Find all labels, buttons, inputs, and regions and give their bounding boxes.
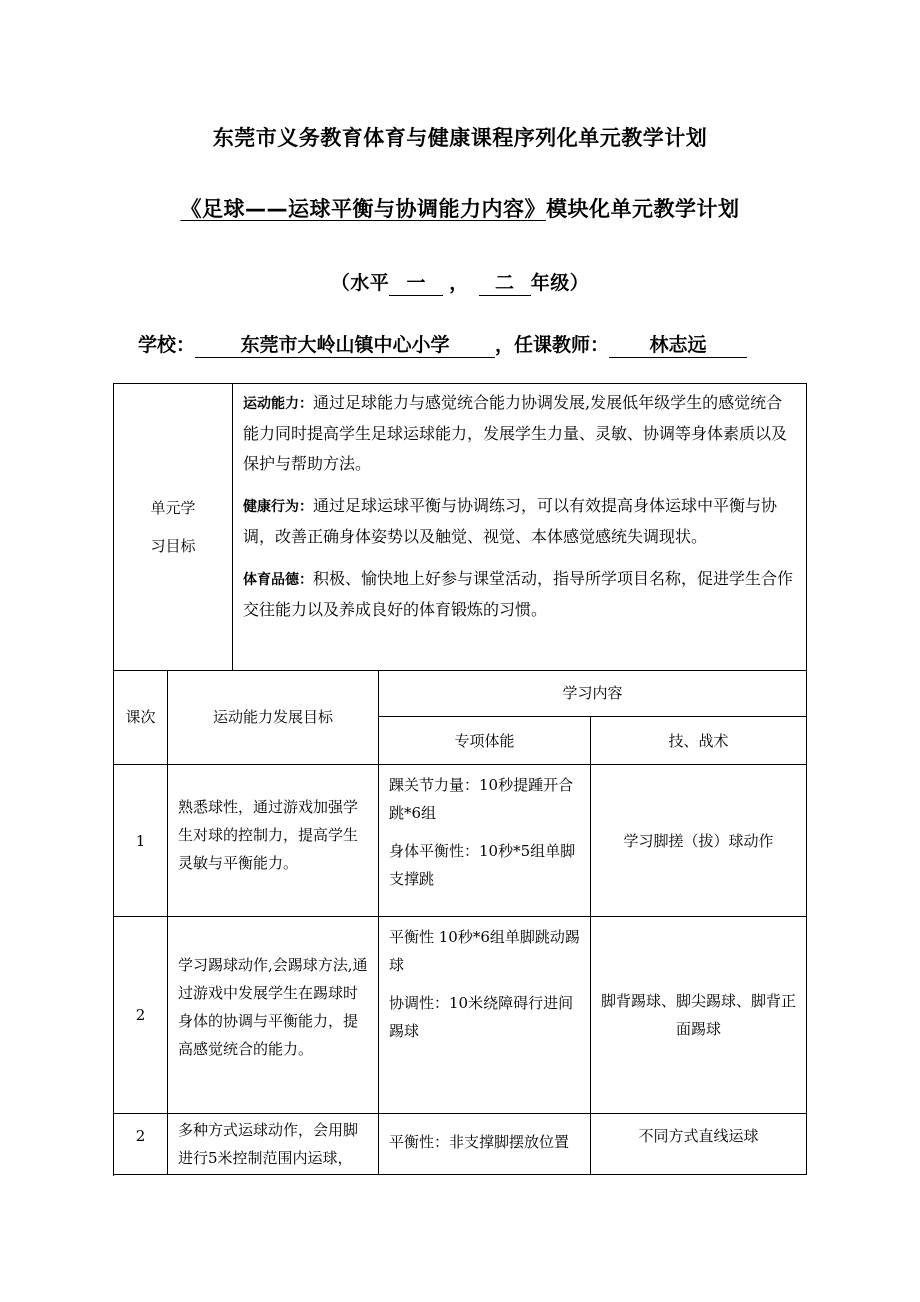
row3-goal: 多种方式运球动作，会用脚进行5米控制范围内运球， [168, 1114, 379, 1175]
level-grade-line [0, 268, 920, 296]
objectives-label-line1: 单元学 [150, 499, 196, 517]
row1-fitness-item2: 身体平衡性：10秒*5组单脚支撑跳 [389, 842, 576, 888]
row3-fitness-item1: 平衡性：非支撑脚摆放位置 [389, 1133, 570, 1151]
objective-motor [243, 388, 798, 479]
row2-fitness-item1: 平衡性 10秒*6组单脚跳动踢球 [389, 928, 580, 974]
objectives-table [113, 383, 807, 671]
row2-fitness [379, 917, 591, 1114]
module-title [0, 193, 920, 223]
level-label: （水平 [330, 272, 390, 294]
school-label: 学校： [138, 334, 196, 356]
objective-motor-label: 运动能力： [243, 396, 313, 412]
level-separator: ， [449, 272, 469, 294]
header-content: 学习内容 [379, 670, 807, 717]
module-name: 《足球——运球平衡与协调能力内容》 [180, 197, 546, 221]
row2-skill: 脚背踢球、脚尖踢球、脚背正面踢球 [591, 917, 807, 1114]
objectives-content-cell [233, 384, 807, 671]
teacher-value: 林志远 [609, 335, 747, 358]
lesson-table [113, 670, 807, 1176]
school-value: 东莞市大岭山镇中心小学 [195, 335, 495, 358]
objective-motor-text: 通过足球能力与感觉统合能力协调发展,发展低年级学生的感觉统合能力同时提高学生足球运球能力，发展学生力量、灵敏、协调等身体素质以及保护与帮助方法。 [243, 393, 788, 473]
objective-ethics [243, 564, 798, 625]
teacher-label: ，任课教师： [495, 334, 610, 356]
row3-fitness [379, 1114, 591, 1175]
row1-fitness-item1: 踝关节力量：10秒提踵开合跳*6组 [389, 776, 574, 822]
row3-lesson: 2 [114, 1114, 168, 1175]
objectives-label-line2: 习目标 [150, 537, 196, 555]
objective-health-label: 健康行为： [243, 499, 313, 515]
module-suffix: 模块化单元教学计划 [546, 197, 740, 221]
row1-fitness [379, 765, 591, 917]
objectives-label-cell [114, 384, 233, 671]
row2-lesson: 2 [114, 917, 168, 1114]
level-value: 一 [389, 273, 443, 296]
row1-lesson: 1 [114, 765, 168, 917]
row2-fitness-item2: 协调性：10米绕障碍行进间踢球 [389, 994, 574, 1040]
header-lesson: 课次 [114, 670, 168, 765]
row2-goal: 学习踢球动作,会踢球方法,通过游戏中发展学生在踢球时身体的协调与平衡能力，提高感觉统合的能力。 [168, 917, 379, 1114]
objective-ethics-text: 积极、愉快地上好参与课堂活动，指导所学项目名称，促进学生合作交往能力以及养成良好的体育锻炼的习惯。 [243, 569, 794, 619]
objective-health-text: 通过足球运球平衡与协调练习，可以有效提高身体运球中平衡与协调，改善正确身体姿势以及触觉、视觉、本体感觉感统失调现状。 [243, 496, 778, 546]
header-skill: 技、战术 [591, 717, 807, 765]
objective-ethics-label: 体育品德： [243, 572, 313, 588]
objective-health [243, 491, 798, 552]
header-fitness: 专项体能 [379, 717, 591, 765]
header-goal: 运动能力发展目标 [168, 670, 379, 765]
document-title: 东莞市义务教育体育与健康课程序列化单元教学计划 [212, 126, 708, 150]
row1-skill: 学习脚搓（拔）球动作 [591, 765, 807, 917]
grade-value: 二 [479, 273, 531, 296]
school-teacher-line [138, 330, 798, 358]
row1-goal: 熟悉球性，通过游戏加强学生对球的控制力，提高学生灵敏与平衡能力。 [168, 765, 379, 917]
row3-skill: 不同方式直线运球 [591, 1114, 807, 1175]
grade-label: 年级） [530, 272, 590, 294]
